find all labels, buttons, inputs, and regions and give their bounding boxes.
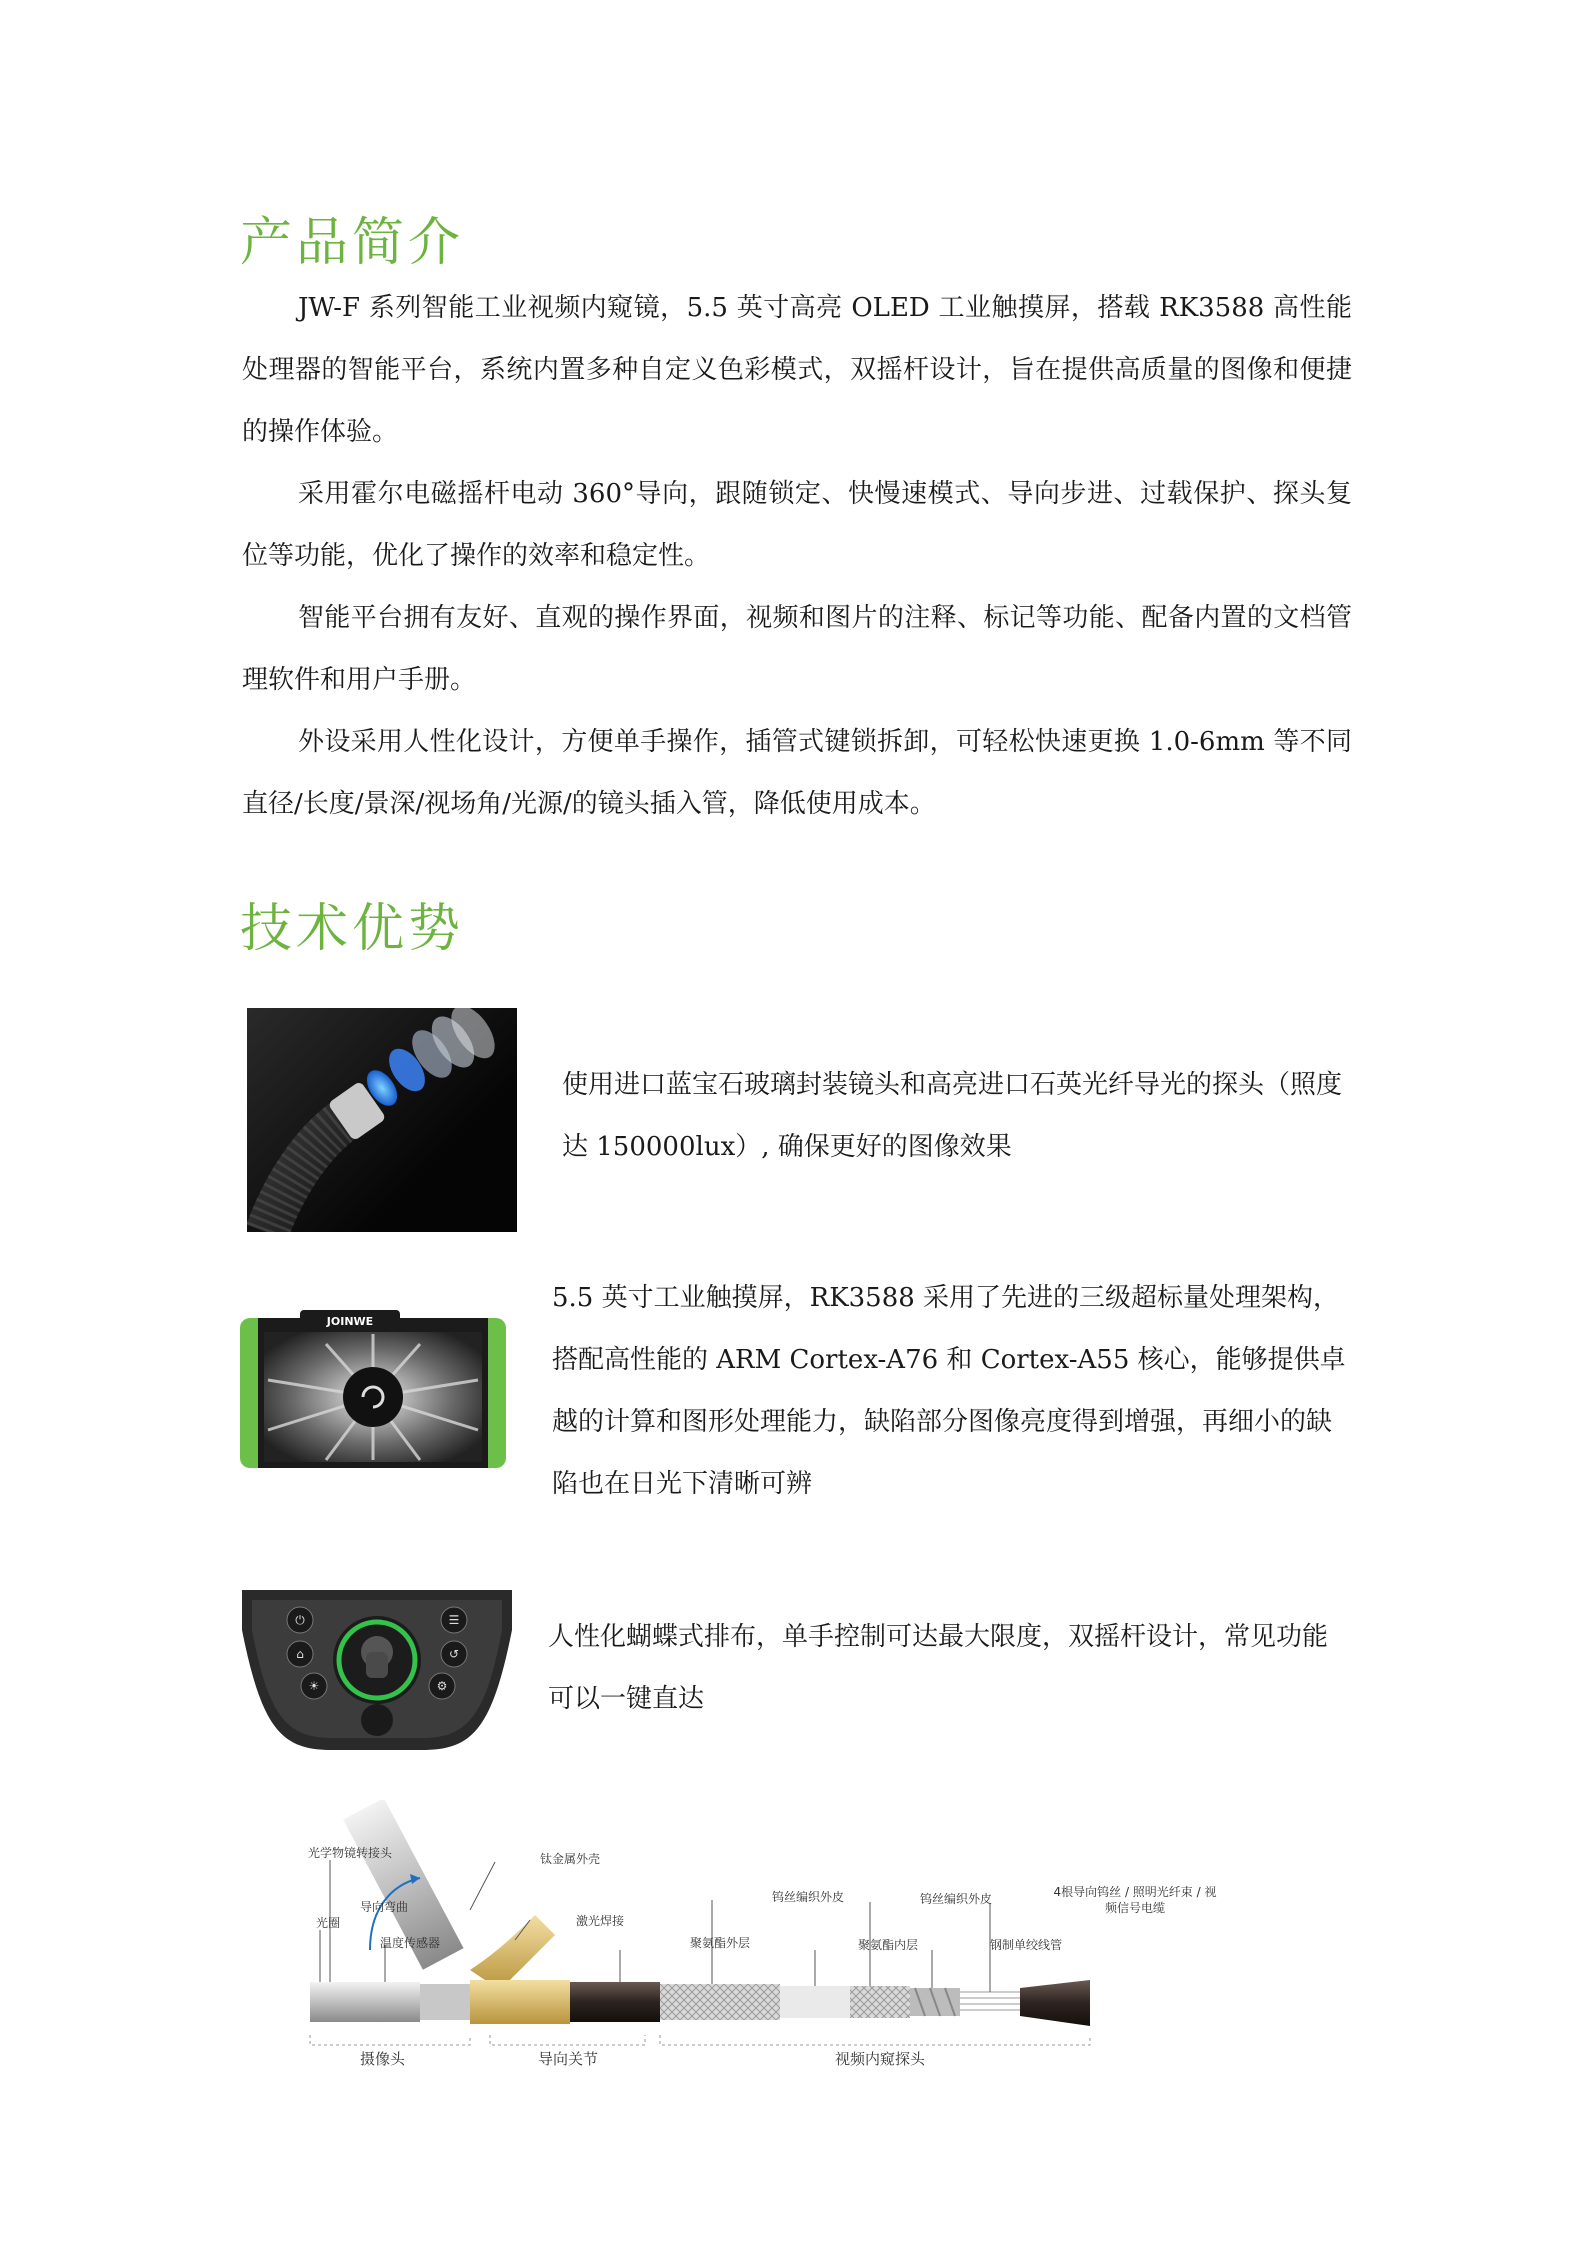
label-aperture: 光圈 — [316, 1916, 341, 1930]
brand-logo: JOINWE — [326, 1315, 374, 1328]
svg-text:☀: ☀ — [308, 1679, 320, 1693]
svg-text:☰: ☰ — [448, 1613, 460, 1627]
feature-lens-text: 使用进口蓝宝石玻璃封装镜头和高亮进口石英光纤导光的探头（照度达 150000lux）, 确保更好的图像效果 — [562, 1070, 1343, 1162]
label-titanium-shell: 钛金属外壳 — [540, 1852, 601, 1866]
label-wires: 4根导向钨丝 / 照明光纤束 / 视频信号电缆 — [1053, 1885, 1217, 1915]
feature-control-text: 人性化蝴蝶式排布，单手控制可达最大限度，双摇杆设计，常见功能可以一键直达 — [548, 1622, 1329, 1714]
svg-text:↺: ↺ — [448, 1647, 460, 1661]
control-panel-image — [242, 1590, 512, 1750]
label-guide-bend: 导向弯曲 — [360, 1900, 409, 1914]
section-joint: 导向关节 — [538, 2050, 599, 2068]
lens-probe-image — [247, 1008, 517, 1232]
label-pu-outer: 聚氨酯外层 — [690, 1936, 751, 1950]
section-probe: 视频内窥探头 — [835, 2050, 926, 2068]
intro-body — [242, 277, 1352, 835]
probe-structure-illustration — [300, 1800, 1300, 2070]
intro-paragraph: 智能平台拥有友好、直观的操作界面，视频和图片的注释、标记等功能、配备内置的文档管理软件和用户手册。 — [242, 603, 1352, 695]
touchscreen-illustration — [240, 1310, 506, 1468]
label-steel-tube: 钢制单绞线管 — [990, 1938, 1063, 1952]
touchscreen-device-image — [240, 1310, 506, 1468]
label-optical-adapter: 光学物镜转接头 — [308, 1846, 393, 1860]
svg-text:⏻: ⏻ — [295, 1613, 305, 1627]
label-pu-inner: 聚氨酯内层 — [858, 1938, 919, 1952]
lens-probe-illustration — [247, 1008, 517, 1232]
intro-paragraph: JW-F 系列智能工业视频内窥镜，5.5 英寸高亮 OLED 工业触摸屏，搭载 RK3588 高性能处理器的智能平台，系统内置多种自定义色彩模式，双摇杆设计，旨在提供高质量的图像和便捷的操作体验。 — [242, 293, 1352, 447]
svg-text:⚙: ⚙ — [436, 1679, 448, 1693]
probe-structure-diagram — [300, 1800, 1300, 2070]
label-laser-weld: 激光焊接 — [576, 1914, 625, 1928]
advantages-title: 技术优势 — [240, 899, 465, 959]
control-panel-illustration — [242, 1590, 512, 1750]
feature-screen-text: 5.5 英寸工业触摸屏，RK3588 采用了先进的三级超标量处理架构，搭配高性能的 ARM Cortex-A76 和 Cortex-A55 核心，能够提供卓越的计算和图形处理能力，缺陷部分图像亮度得到增强，再细小的缺陷也在日光下清晰可辨 — [552, 1283, 1346, 1499]
intro-paragraph: 外设采用人性化设计，方便单手操作，插管式键锁拆卸，可轻松快速更换 1.0-6mm 等不同直径/长度/景深/视场角/光源/的镜头插入管，降低使用成本。 — [242, 727, 1352, 819]
intro-title: 产品简介 — [240, 213, 465, 273]
section-camera: 摄像头 — [360, 2050, 406, 2068]
label-tungsten-outer-2: 钨丝编织外皮 — [920, 1892, 993, 1906]
svg-text:⌂: ⌂ — [296, 1647, 304, 1661]
label-temp-sensor: 温度传感器 — [380, 1936, 441, 1950]
label-tungsten-outer-1: 钨丝编织外皮 — [772, 1890, 845, 1904]
intro-paragraph: 采用霍尔电磁摇杆电动 360°导向，跟随锁定、快慢速模式、导向步进、过载保护、探头复位等功能，优化了操作的效率和稳定性。 — [242, 479, 1352, 571]
